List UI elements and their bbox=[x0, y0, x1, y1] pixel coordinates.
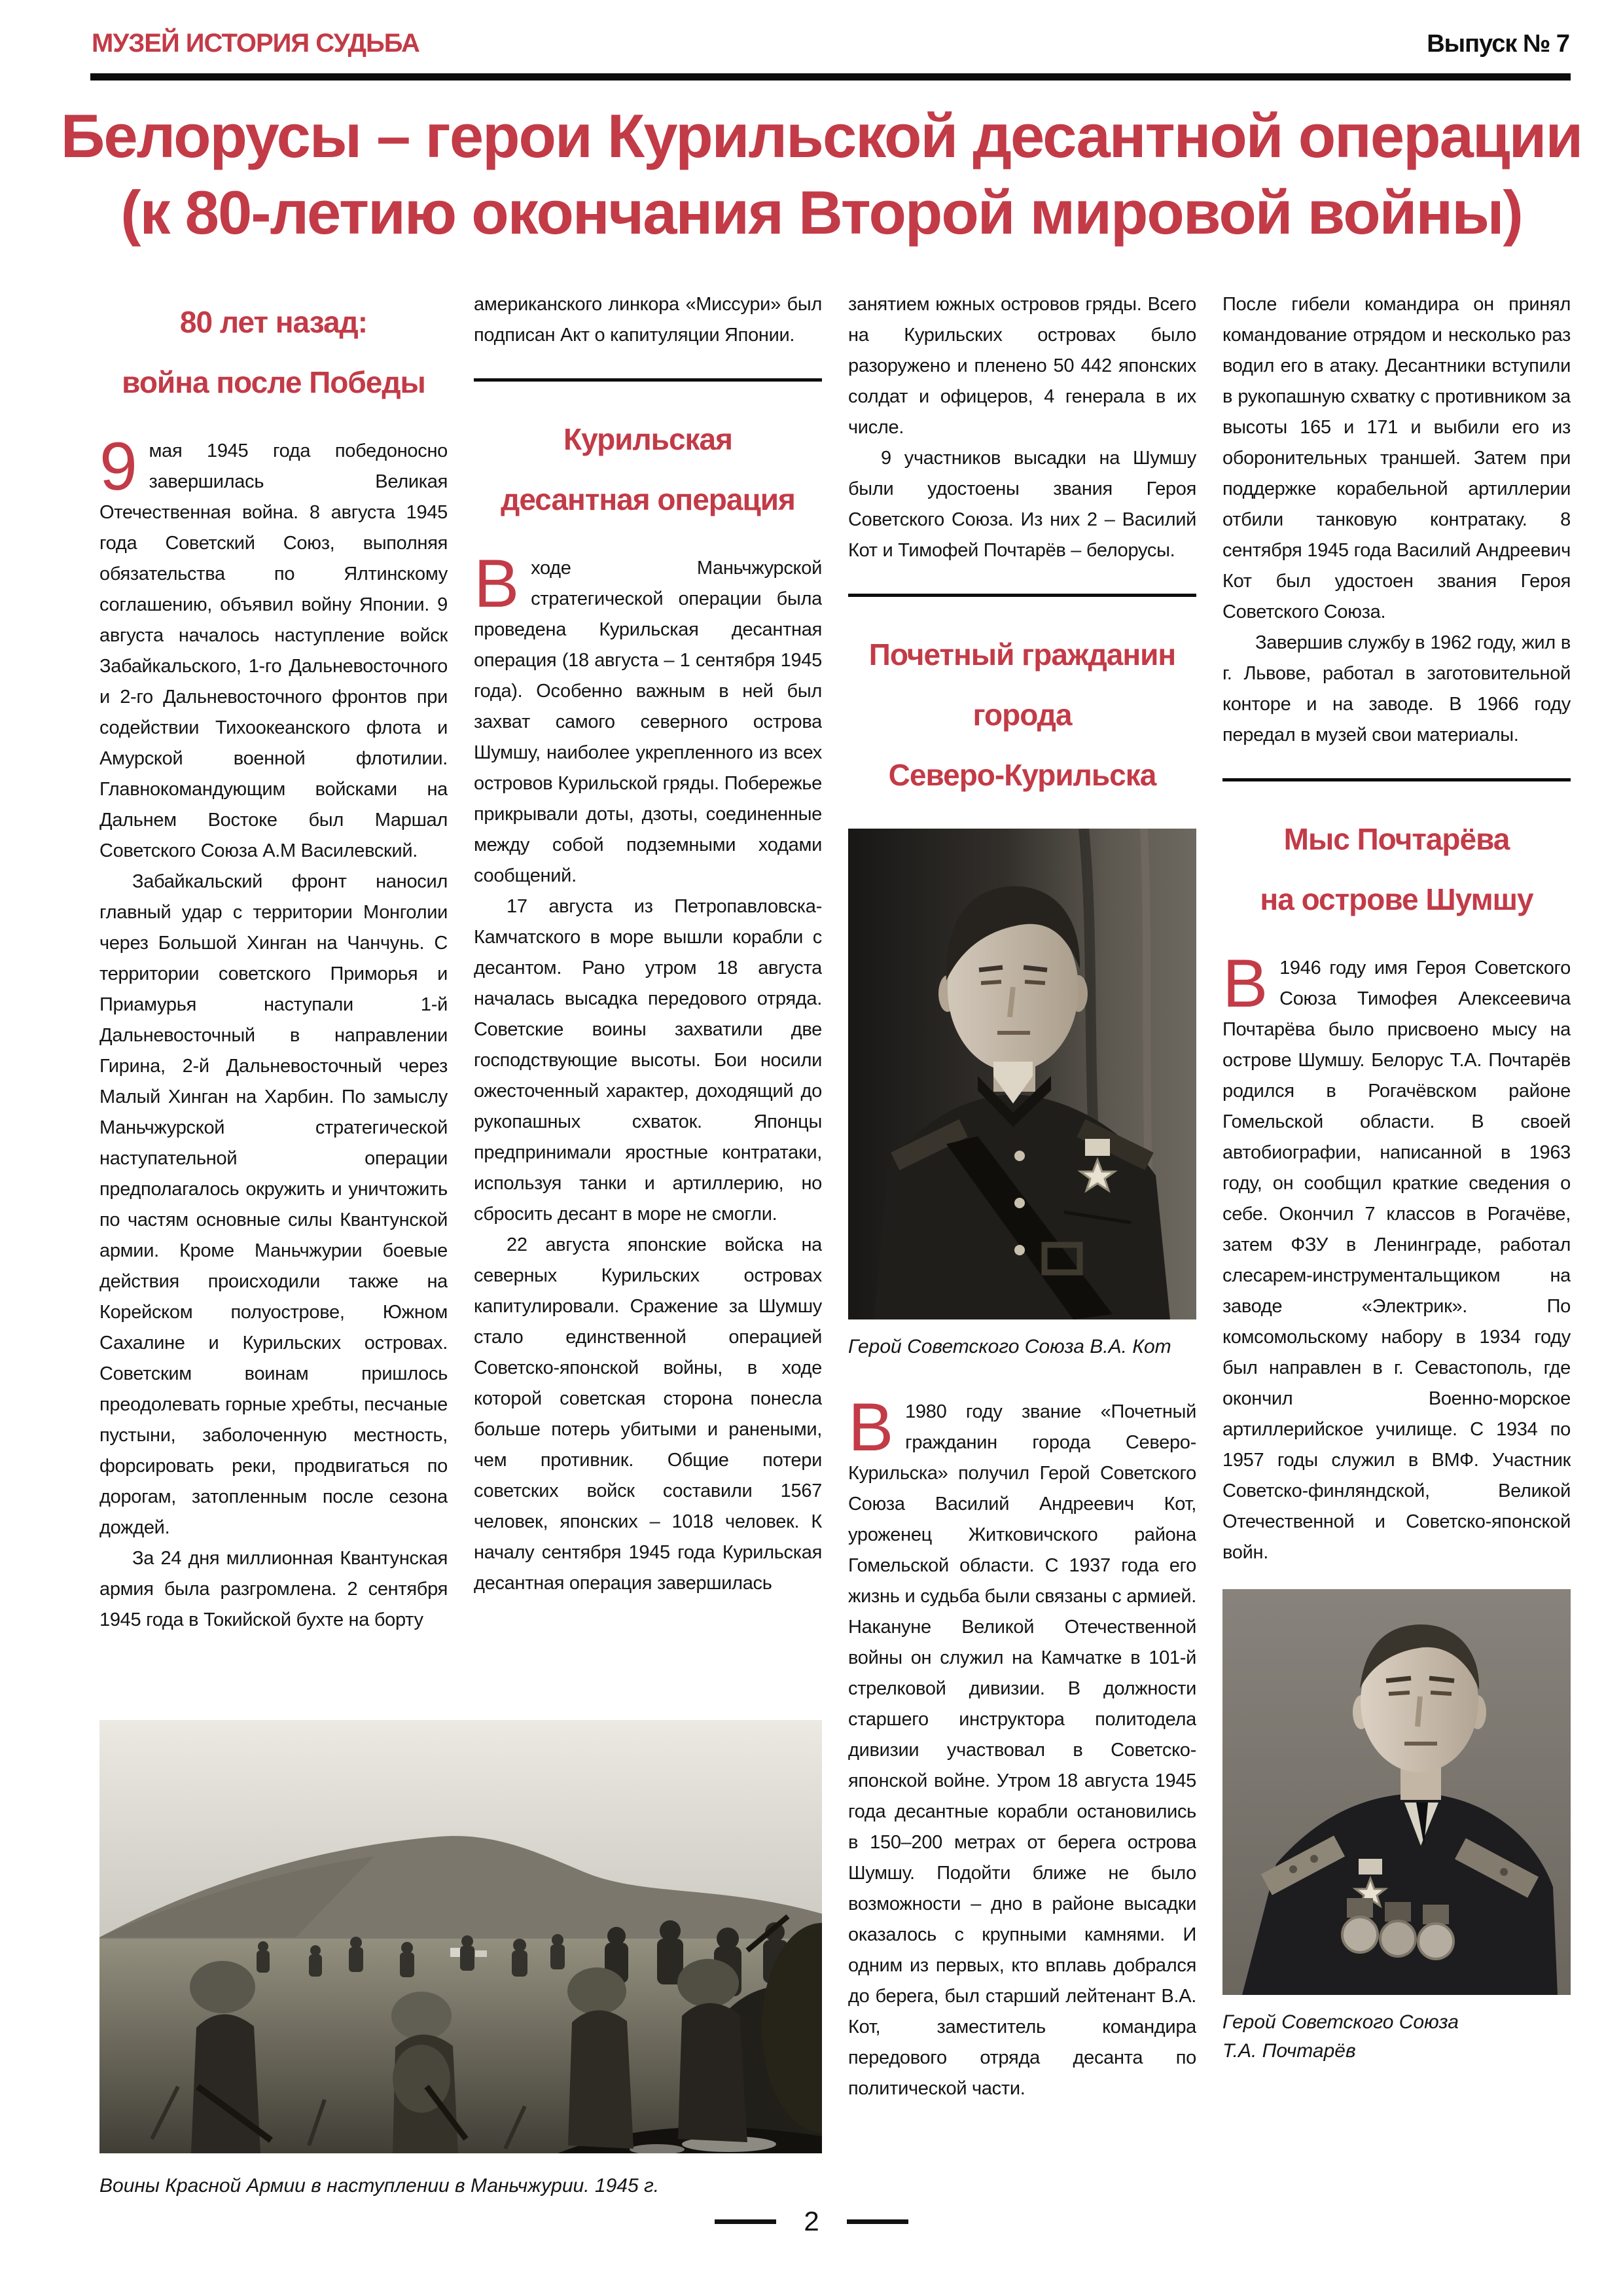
paragraph: Завершив службу в 1962 году, жил в г. Львове, работал в заготовительной конторе и на заводе. В 1966 году передал в музей свои материалы. bbox=[1222, 632, 1571, 745]
heading-line: война после Победы bbox=[122, 365, 425, 399]
paragraph: После гибели командира он принял командование отрядом и несколько раз водил его в атаку. Десантники вступили в рукопашную схватку с противником за высоты 165 и 171 и выбили его из оборонительных траншей. Затем при поддержке корабельной артиллерии отбили танковую контратаку. 8 сентября 1945 года Василий Андреевич Кот был удостоен звания Героя Советского Союза. bbox=[1222, 294, 1571, 622]
paragraph bbox=[848, 1390, 1196, 2104]
photo-soldiers-advancing bbox=[99, 1720, 822, 2153]
section-divider bbox=[474, 378, 822, 382]
column-4 bbox=[1222, 289, 1571, 2066]
page-footer bbox=[0, 2206, 1623, 2237]
heading-line: на острове Шумшу bbox=[1260, 882, 1533, 916]
paragraph: 17 августа из Петропавловска-Камчатского в море вышли корабли с десантом. Рано утром 18 августа началась высадка передового отряда. Советские воины захватили две господствующие высоты. Бои носили ожесточенный характер, доходящий до рукопашных схваток. Японцы предпринимали яростные контратаки, используя танки и артиллерию, но сбросить десант в море не смогли. bbox=[474, 896, 822, 1225]
caption-line: Т.А. Почтарёв bbox=[1222, 2040, 1356, 2062]
section-divider bbox=[848, 594, 1196, 597]
paragraph-text: 1946 году имя Героя Советского Союза Тимофея Алексеевича Почтарёва было присвоено мысу на острове Шумшу. Белорус Т.А. Почтарёв родился в Рогачёвском районе Гомельской области. В своей автобиографии, написанной в 1963 году, он сообщил краткие сведения о себе. Окончил 7 классов в Рогачёве, затем ФЗУ в Ленинграде, работал слесарем-инструментальщиком на заводе «Электрик». По комсомольскому набору в 1934 году был направлен в г. Севастополь, где окончил Военно-морское артиллерийское училище. С 1934 по 1957 годы служил в ВМФ. Участник Советско-финляндской, Великой Отечественной и Советско-японской войн. bbox=[1222, 958, 1571, 1563]
paragraph-text: ходе Маньчжурской стратегической операции была проведена Курильская десантная операция (18 августа – 1 сентября 1945 года). Особенно важным в ней был захват самого северного острова Шумшу, наиболее укрепленного из всех островов Курильской гряды. Побережье прикрывали доты, дзоты, соединенные между собой подземными ходами сообщений. bbox=[474, 558, 822, 886]
footer-dash-left bbox=[715, 2219, 776, 2224]
article-heading-80-years bbox=[99, 292, 448, 412]
header-divider bbox=[90, 73, 1571, 81]
drop-cap: В bbox=[848, 1390, 894, 1465]
portrait-kot-image bbox=[848, 829, 1196, 1319]
issue-number: Выпуск № 7 bbox=[1427, 30, 1569, 58]
page-title bbox=[59, 98, 1584, 251]
article-heading-cape-pochtarev bbox=[1222, 809, 1571, 929]
column-1 bbox=[99, 289, 448, 1636]
article-heading-kuril-operation bbox=[474, 409, 822, 529]
title-line-2: (к 80-летию окончания Второй мировой войны) bbox=[120, 177, 1522, 247]
photo-portrait-pochtarev bbox=[1222, 1589, 1571, 1995]
paragraph-text: 1980 году звание «Почетный гражданин города Северо-Курильска» получил Герой Советского Союза Василий Андреевич Кот, уроженец Житковичского района Гомельской области. С 1937 года его жизнь и судьба были связаны с армией. Накануне Великой Отечественной войны он служил на Камчатке в 101-й стрелковой дивизии. В должности старшего инструктора политодела дивизии участвовал в Советско-японской войне. Утром 18 августа 1945 года десантные корабли остановились в 150–200 метрах от берега острова Шумшу. Подойти ближе не было возможности – дно в районе высадки оказалось с крупными камнями. И одним из первых, кто вплавь добрался до берега, был старший лейтенант В.А. Кот, заместитель командира передового отряда десанта по политической части. bbox=[848, 1401, 1196, 2099]
photo-caption-pochtarev bbox=[1222, 2008, 1571, 2066]
paragraph: занятием южных островов гряды. Всего на Курильских островах было разоружено и пленено 50 442 японских солдат и офицеров, 4 генерала в их числе. bbox=[848, 294, 1196, 438]
heading-line: Мыс Почтарёва bbox=[1283, 822, 1510, 856]
section-divider bbox=[1222, 778, 1571, 781]
article-heading-honorary-citizen bbox=[848, 624, 1196, 805]
heading-line: Курильская bbox=[563, 422, 732, 456]
paragraph bbox=[1222, 946, 1571, 1568]
drop-cap: В bbox=[474, 546, 520, 622]
heading-line: города bbox=[972, 698, 1072, 732]
heading-line: Почетный гражданин bbox=[868, 637, 1176, 672]
photo-caption-battle: Воины Красной Армии в наступлении в Маньчжурии. 1945 г. bbox=[99, 2175, 660, 2197]
masthead: МУЗЕЙ ИСТОРИЯ СУДЬБА bbox=[92, 29, 419, 58]
title-line-1: Белорусы – герои Курильской десантной операции bbox=[60, 101, 1582, 170]
heading-line: 80 лет назад: bbox=[179, 305, 368, 339]
paragraph bbox=[99, 429, 448, 867]
photo-portrait-kot bbox=[848, 829, 1196, 1319]
caption-line: Герой Советского Союза bbox=[1222, 2011, 1459, 2033]
paragraph: За 24 дня миллионная Квантунская армия была разгромлена. 2 сентября 1945 года в Токийской бухте на борту bbox=[99, 1548, 448, 1630]
portrait-pochtarev-image bbox=[1222, 1589, 1571, 1995]
battle-photo-image bbox=[99, 1720, 822, 2153]
heading-line: десантная операция bbox=[501, 482, 795, 516]
photo-caption-kot: Герой Советского Союза В.А. Кот bbox=[848, 1336, 1171, 1357]
paragraph-text: мая 1945 года победоносно завершилась Великая Отечественная война. 8 августа 1945 года Советский Союз, выполняя обязательства по Ялтинскому соглашению, объявил войну Японии. 9 августа началось наступление войск Забайкальского, 1-го Дальневосточного и 2-го Дальневосточного фронтов при содействии Тихоокеанского флота и Амурской военной флотилии. Главнокомандующим войсками на Дальнем Востоке был Маршал Советского Союза А.М Василевский. bbox=[99, 440, 448, 861]
footer-dash-right bbox=[847, 2219, 908, 2224]
paragraph bbox=[474, 546, 822, 891]
drop-cap: 9 bbox=[99, 429, 137, 505]
drop-cap: В bbox=[1222, 946, 1268, 1022]
paragraph: американского линкора «Миссури» был подписан Акт о капитуляции Японии. bbox=[474, 294, 822, 346]
paragraph: Забайкальский фронт наносил главный удар с территории Монголии через Большой Хинган на Чанчунь. С территории советского Приморья и Приамурья наступали 1-й Дальневосточный в направлении Гирина, 2-й Дальневосточный через Малый Хинган на Харбин. По замыслу Маньчжурской стратегической наступательной операции предполагалось окружить и уничтожить по частям основные силы Квантунской армии. Кроме Маньчжурии боевые действия происходили также на Корейском полуострове, Южном Сахалине и Курильских островах. Советским воинам пришлось преодолевать горные хребты, песчаные пустыни, заболоченную местность, форсировать реки, продвигаться по дорогам, затопленным после сезона дождей. bbox=[99, 871, 448, 1538]
heading-line: Северо-Курильска bbox=[888, 758, 1156, 792]
paragraph: 22 августа японские войска на северных Курильских островах капитулировали. Сражение за Шумшу стало единственной операцией Советско-японской войны, в ходе которой советская сторона понесла больше потерь убитыми и ранеными, чем противник. Общие потери советских войск составили 1567 человек, японских – 1018 человек. К началу сентября 1945 года Курильская десантная операция завершилась bbox=[474, 1234, 822, 1594]
paragraph: 9 участников высадки на Шумшу были удостоены звания Героя Советского Союза. Из них 2 – Василий Кот и Тимофей Почтарёв – белорусы. bbox=[848, 448, 1196, 561]
column-3 bbox=[848, 289, 1196, 2104]
column-2 bbox=[474, 289, 822, 1599]
page-number: 2 bbox=[804, 2206, 819, 2236]
